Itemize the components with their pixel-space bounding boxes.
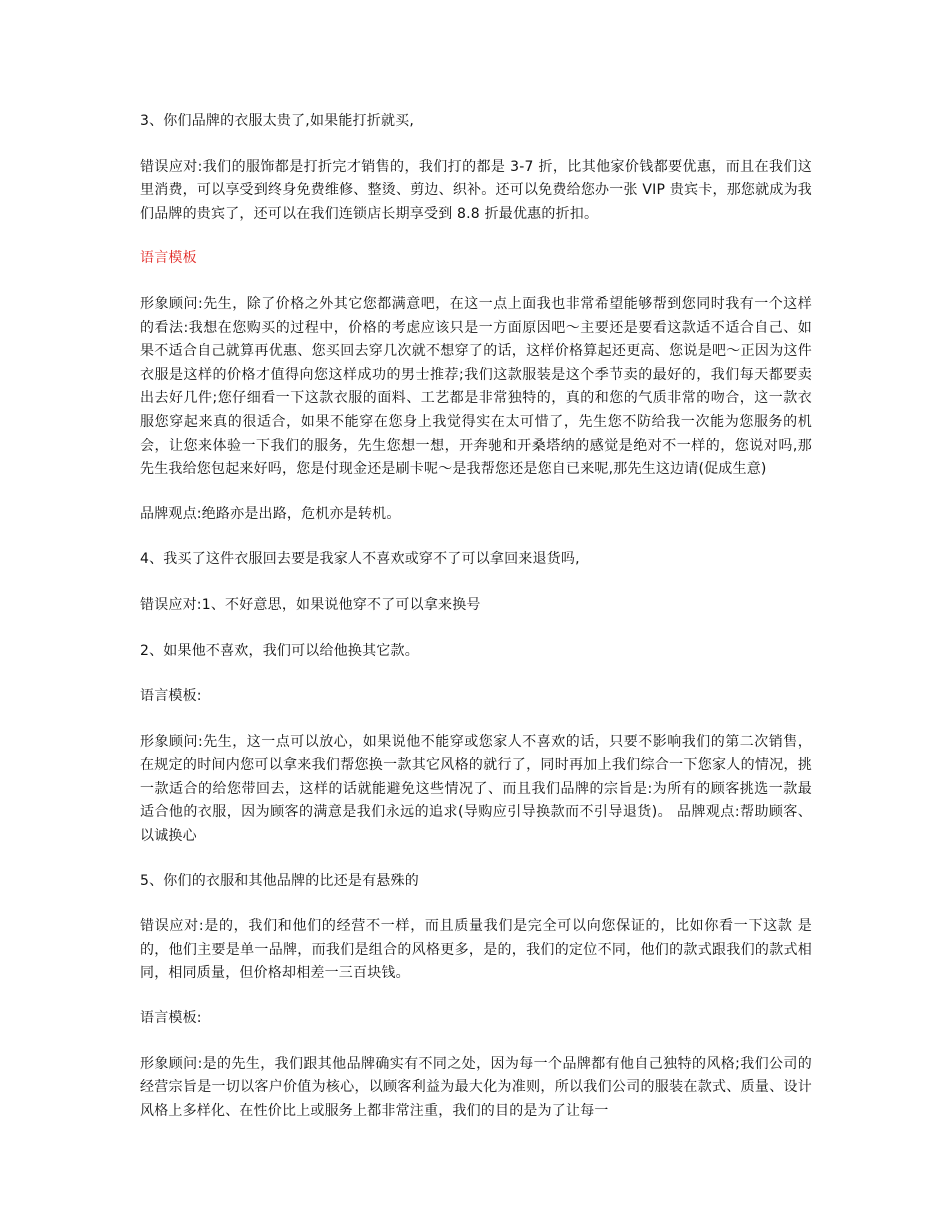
question-5-template-label: 语言模板: [140, 1010, 202, 1027]
question-3-heading: 3、你们品牌的衣服太贵了,如果能打折就买, [140, 113, 415, 129]
question-4-wrong-response-1: 错误应对:1、不好意思，如果说他穿不了可以拿来换号 [140, 596, 481, 613]
question-4-heading: 4、我买了这件衣服回去要是我家人不喜欢或穿不了可以拿回来退货吗, [140, 551, 580, 568]
document-page [140, 110, 812, 1144]
question-5-wrong-response: 错误应对:是的，我们和他们的经营不一样，而且质量我们是完全可以向您保证的，比如你看一下这款 是的，他们主要是单一品牌，而我们是组合的风格更多，是的，我们的定位不同，他们的款式跟我们的款式相同，相同质量，但价格却相差一三百块钱。 [140, 918, 812, 982]
question-5-heading: 5、你们的衣服和其他品牌的比还是有悬殊的 [140, 872, 419, 889]
question-5-template-text: 形象顾问:是的先生，我们跟其他品牌确实有不同之处，因为每一个品牌都有他自己独特的风格;我们公司的经营宗旨是一切以客户价值为核心，以顾客利益为最大化为准则，所以我们公司的服装在款式、质量、设计风格上多样化、在性价比上或服务上都非常注重，我们的目的是为了让每一 [140, 1055, 812, 1119]
question-3-template-text: 形象顾问:先生，除了价格之外其它您都满意吧，在这一点上面我也非常希望能够帮到您同时我有一个这样的看法:我想在您购买的过程中，价格的考虑应该只是一方面原因吧～主要还是要看这款适不适合自己、如果不适合自己就算再优惠、您买回去穿几次就不想穿了的话，这样价格算起还更高、您说是吧～正因为这件衣服是这样的价格才值得向您这样成功的男士推荐;我们这款服装是这个季节卖的最好的，我们每天都要卖出去好几件;您仔细看一下这款衣服的面料、工艺都是非常独特的，真的和您的气质非常的吻合，这一款衣服您穿起来真的很适合，如果不能穿在您身上我觉得实在太可惜了，先生您不防给我一次能为您服务的机会，让您来体验一下我们的服务，先生您想一想，开奔驰和开桑塔纳的感觉是绝对不一样的，您说对吗,那先生我给您包起来好吗，您是付现金还是刷卡呢～是我帮您还是您自已来呢,那先生这边请(促成生意) [140, 295, 812, 478]
question-3-template-label: 语言模板 [140, 250, 197, 267]
question-4-wrong-response-2: 2、如果他不喜欢，我们可以给他换其它款。 [140, 642, 419, 659]
question-3-wrong-response: 错误应对:我们的服饰都是打折完才销售的，我们打的都是 3-7 折，比其他家价钱都要优惠，而且在我们这里消费，可以享受到终身免费维修、整烫、剪边、织补。还可以免费给您办一张 VIP 贵宾卡，那您就成为我们品牌的贵宾了，还可以在我们连锁店长期享受到 8.8 折最优惠的折扣。 [140, 158, 812, 222]
question-3-brand-view: 品牌观点:绝路亦是出路，危机亦是转机。 [140, 505, 401, 522]
question-4-template-label: 语言模板: [140, 688, 202, 705]
question-4-template-text: 形象顾问:先生，这一点可以放心，如果说他不能穿或您家人不喜欢的话，只要不影响我们的第二次销售，在规定的时间内您可以拿来我们帮您换一款其它风格的就行了，同时再加上我们综合一下您家人的情况，挑一款适合的给您带回去，这样的话就能避免这些情况了、而且我们品牌的宗旨是:为所有的顾客挑选一款最适合他的衣服，因为顾客的满意是我们永远的追求(导购应引导换款而不引导退货)。 品牌观点:帮助顾客、以诚换心 [140, 733, 812, 845]
